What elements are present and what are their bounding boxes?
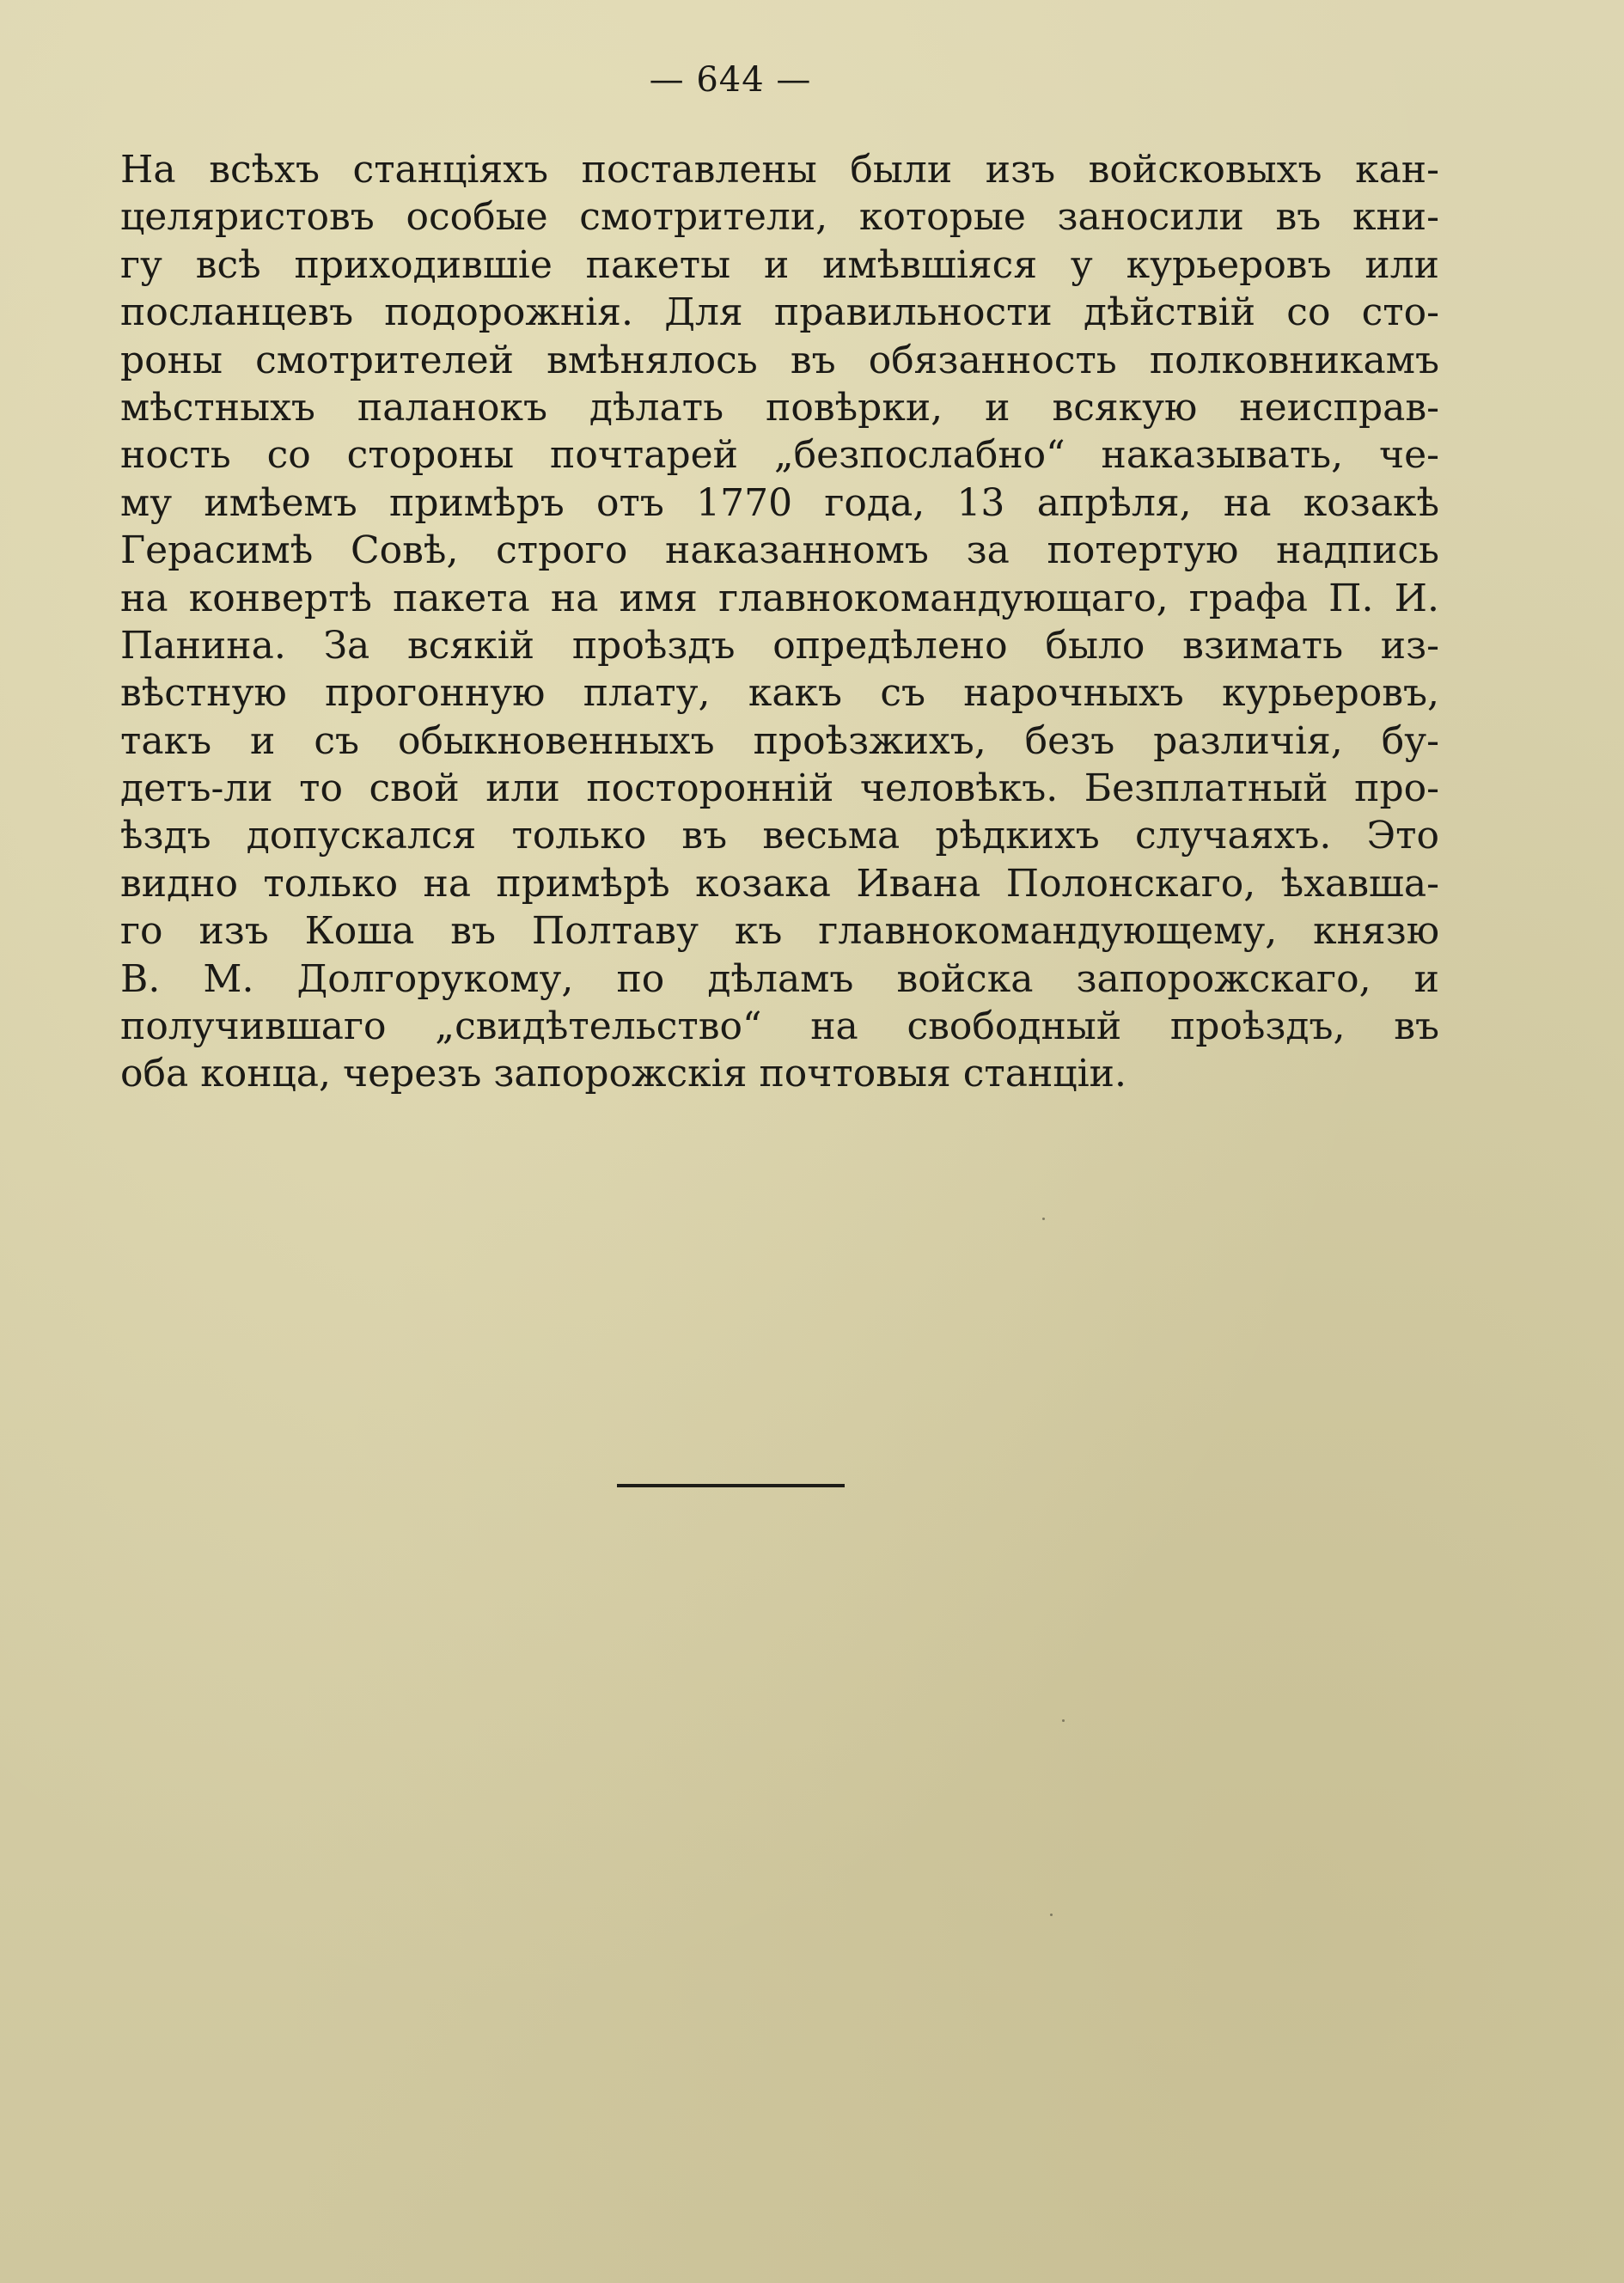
text-line: мѣстныхъ паланокъ дѣлать повѣрки, и всякую неисправ- xyxy=(120,385,1439,430)
text-line: Панина. За всякій проѣздъ опредѣлено было взимать из- xyxy=(120,623,1439,668)
body-text xyxy=(120,146,1439,1098)
paper-speck xyxy=(1050,1914,1053,1916)
text-line: вѣстную прогонную плату, какъ съ нарочныхъ курьеровъ, xyxy=(120,671,1439,716)
text-line: видно только на примѣрѣ козака Ивана Полонскаго, ѣхавша- xyxy=(120,861,1439,906)
text-line: посланцевъ подорожнія. Для правильности дѣйствій со сто- xyxy=(120,290,1439,335)
text-line: му имѣемъ примѣръ отъ 1770 года, 13 апрѣля, на козакѣ xyxy=(120,480,1439,525)
text-line: такъ и съ обыкновенныхъ проѣзжихъ, безъ различія, бу- xyxy=(120,718,1439,763)
text-line: роны смотрителей вмѣнялось въ обязанность полковникамъ xyxy=(120,338,1439,382)
text-line: В. М. Долгорукому, по дѣламъ войска запорожскаго, и xyxy=(120,956,1439,1001)
text-line: гу всѣ приходившіе пакеты и имѣвшіяся у курьеровъ или xyxy=(120,242,1439,287)
text-line: оба конца, черезъ запорожскія почтовыя станціи. xyxy=(120,1052,1126,1096)
text-line: целяристовъ особые смотрители, которые заносили въ кни- xyxy=(120,195,1439,240)
paper-speck xyxy=(1042,1218,1045,1220)
text-line: ѣздъ допускался только въ весьма рѣдкихъ случаяхъ. Это xyxy=(120,814,1439,858)
section-end-rule xyxy=(617,1484,845,1487)
text-line: На всѣхъ станціяхъ поставлены были изъ войсковыхъ кан- xyxy=(120,148,1439,192)
text-line: Герасимѣ Совѣ, строго наказанномъ за потертую надпись xyxy=(120,528,1439,573)
page-number: — 644 — xyxy=(649,60,812,100)
text-line: ность со стороны почтарей „безпослабно“ наказывать, че- xyxy=(120,433,1439,478)
text-line: на конвертѣ пакета на имя главнокомандующаго, графа П. И. xyxy=(120,576,1439,620)
paper-speck xyxy=(1062,1719,1065,1722)
text-line: детъ-ли то свой или посторонній человѣкъ. Безплатный про- xyxy=(120,766,1439,811)
text-line: го изъ Коша въ Полтаву къ главнокомандующему, князю xyxy=(120,909,1439,954)
text-line: получившаго „свидѣтельство“ на свободный проѣздъ, въ xyxy=(120,1004,1439,1049)
